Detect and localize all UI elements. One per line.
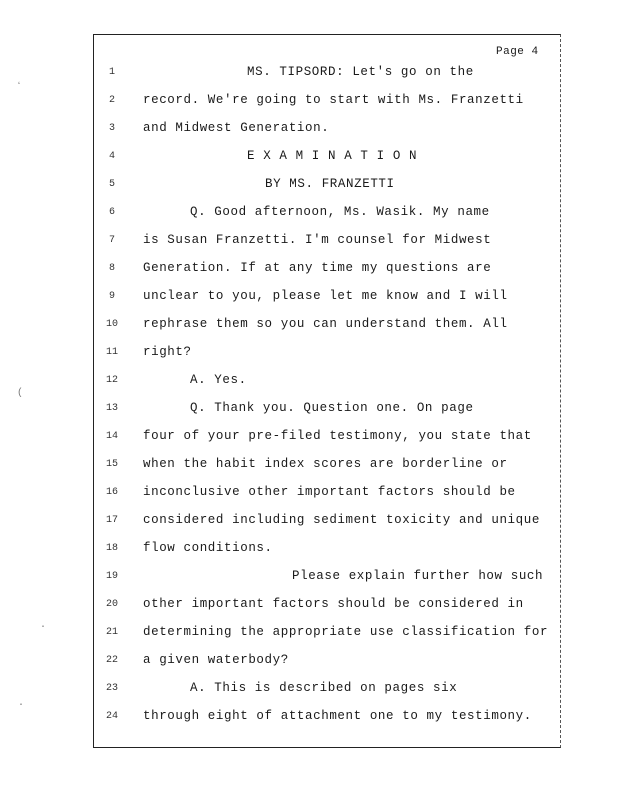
transcript-line: Q. Thank you. Question one. On page (190, 401, 474, 415)
line-number: 22 (105, 655, 118, 666)
transcript-line: four of your pre-filed testimony, you state that (143, 429, 532, 443)
transcript-line: considered including sediment toxicity and unique (143, 513, 540, 527)
transcript-line: rephrase them so you can understand them. All (143, 317, 508, 331)
line-number: 14 (105, 431, 118, 442)
line-number: 3 (108, 123, 115, 134)
line-number: 8 (108, 263, 115, 274)
line-number: 15 (105, 459, 118, 470)
transcript-line: when the habit index scores are borderline or (143, 457, 508, 471)
scan-speck: · (40, 622, 47, 633)
line-number: 20 (105, 599, 118, 610)
transcript-line: unclear to you, please let me know and I will (143, 289, 508, 303)
transcript-line: right? (143, 345, 192, 359)
line-number: 21 (105, 627, 118, 638)
line-number: 11 (105, 347, 118, 358)
transcript-line: and Midwest Generation. (143, 121, 330, 135)
line-number: 24 (105, 711, 118, 722)
transcript-line: is Susan Franzetti. I'm counsel for Midwest (143, 233, 492, 247)
line-number: 12 (105, 375, 118, 386)
transcript-line: Please explain further how such (292, 569, 544, 583)
transcript-line: flow conditions. (143, 541, 273, 555)
examiner-line: BY MS. FRANZETTI (265, 177, 395, 191)
transcript-line: determining the appropriate use classification for (143, 625, 549, 639)
transcript-line: A. Yes. (190, 373, 247, 387)
scan-speck: · (18, 700, 25, 711)
transcript-line: Generation. If at any time my questions are (143, 261, 492, 275)
line-number: 17 (105, 515, 118, 526)
transcript-line: inconclusive other important factors should be (143, 485, 516, 499)
transcript-line: a given waterbody? (143, 653, 289, 667)
line-number: 1 (108, 67, 115, 78)
examination-heading: E X A M I N A T I O N (247, 149, 418, 163)
line-number: 9 (108, 291, 115, 302)
line-number: 13 (105, 403, 118, 414)
transcript-line: record. We're going to start with Ms. Franzetti (143, 93, 524, 107)
transcript-line: Q. Good afternoon, Ms. Wasik. My name (190, 205, 490, 219)
transcript-page-frame (93, 34, 561, 748)
line-number: 10 (105, 319, 118, 330)
line-number: 18 (105, 543, 118, 554)
line-number: 4 (108, 151, 115, 162)
line-number: 16 (105, 487, 118, 498)
transcript-line: through eight of attachment one to my testimony. (143, 709, 532, 723)
transcript-line: other important factors should be considered in (143, 597, 524, 611)
line-number: 2 (108, 95, 115, 106)
line-number: 7 (108, 235, 115, 246)
line-number: 5 (108, 179, 115, 190)
page-number: Page 4 (496, 46, 539, 58)
transcript-line: MS. TIPSORD: Let's go on the (247, 65, 474, 79)
line-number: 6 (108, 207, 115, 218)
transcript-line: A. This is described on pages six (190, 681, 458, 695)
scan-speck: ʻ (16, 82, 23, 93)
line-number: 19 (105, 571, 118, 582)
line-number: 23 (105, 683, 118, 694)
scan-speck: ( (17, 388, 24, 399)
